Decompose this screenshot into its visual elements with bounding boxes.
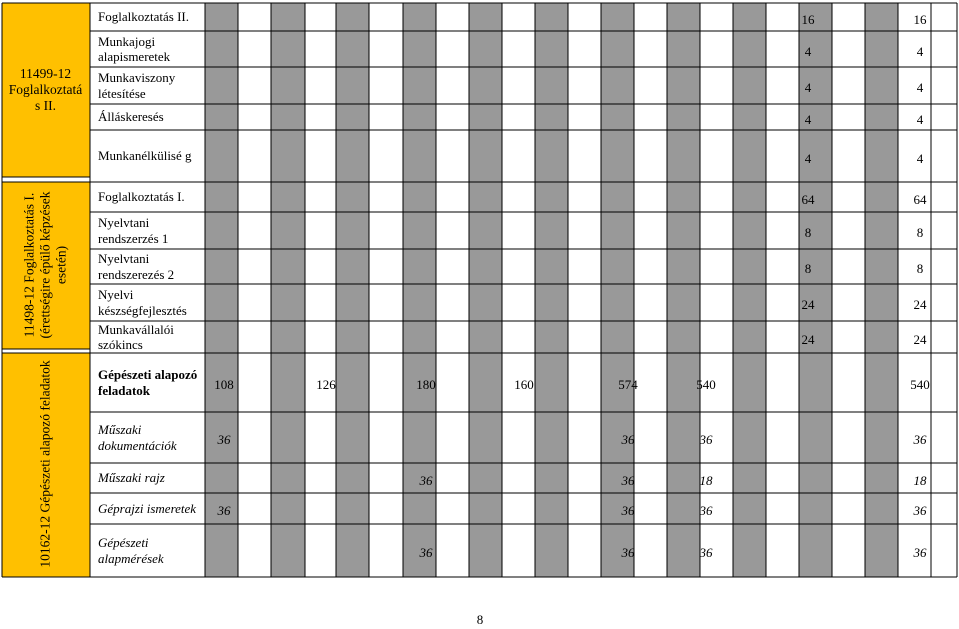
cell-value: 4 — [916, 43, 924, 59]
module-11498-label — [2, 182, 89, 347]
cell-value: 36 — [913, 503, 927, 518]
cell-value: 8 — [804, 261, 812, 276]
cell-value: 16 — [801, 11, 815, 27]
row-label: Munkavállalói szókincs — [98, 321, 174, 352]
row-label: Nyelvtani rendszerezés 2 — [98, 251, 175, 282]
cell-value: 4 — [916, 80, 924, 95]
cell-value: 8 — [804, 225, 812, 240]
cell-value: 160 — [514, 377, 534, 392]
cell-value: 36 — [621, 432, 635, 447]
cell-value: 8 — [916, 261, 924, 276]
cell-value: 8 — [916, 225, 924, 240]
cell-value: 36 — [217, 432, 231, 447]
cell-value: 18 — [913, 472, 927, 488]
cell-value: 36 — [217, 503, 231, 518]
cell-value: 4 — [916, 150, 924, 166]
cell-value: 18 — [699, 472, 713, 488]
cell-value: 36 — [913, 545, 927, 560]
row-label: Munkaviszony létesítése — [98, 70, 176, 101]
cell-value: 64 — [913, 191, 927, 207]
gray-column — [271, 3, 305, 577]
gray-column — [601, 3, 634, 577]
gray-column — [469, 3, 502, 577]
cell-value: 4 — [916, 111, 924, 127]
gray-column — [535, 3, 568, 577]
row-label: Álláskeresés — [98, 109, 164, 125]
cell-value: 36 — [621, 472, 635, 488]
gray-column — [733, 3, 766, 577]
cell-value: 574 — [618, 377, 638, 392]
cell-value: 36 — [699, 503, 713, 518]
row-label: Munkajogi alapismeretek — [98, 33, 171, 64]
cell-value: 4 — [804, 80, 812, 95]
row-label: Nyelvi készségfejlesztés — [98, 287, 187, 318]
cell-value: 36 — [621, 545, 635, 560]
row-label: Gépészeti alapozó feladatok — [98, 367, 198, 398]
cell-value: 24 — [913, 297, 927, 312]
row-label: Géprajzi ismeretek — [98, 500, 197, 516]
gray-column — [336, 3, 369, 577]
gray-column — [403, 3, 436, 577]
cell-value: 180 — [416, 377, 436, 392]
cell-value: 36 — [419, 472, 433, 488]
cell-value: 4 — [804, 150, 812, 166]
cell-value: 4 — [804, 43, 812, 59]
page-number: 8 — [476, 612, 484, 627]
row-label: Gépészeti alapmérések — [98, 535, 164, 566]
cell-value: 16 — [913, 11, 927, 27]
gray-column — [865, 3, 898, 577]
module-11498-line2: (érettségire épülő képzések — [37, 191, 53, 338]
row-label: Foglalkoztatás II. — [98, 9, 189, 25]
cell-value: 24 — [801, 331, 815, 347]
cell-value: 4 — [804, 111, 812, 127]
cell-value: 36 — [699, 432, 713, 447]
gray-column — [667, 3, 700, 577]
cell-value: 36 — [621, 503, 635, 518]
row-label: Nyelvtani rendszerzés 1 — [98, 215, 169, 246]
cell-value: 126 — [316, 377, 336, 392]
module-11498-line1: 11498-12 Foglalkoztatás I. — [21, 192, 37, 337]
row-label: Műszaki rajz — [98, 470, 165, 486]
row-label: Munkanélkülisé g — [98, 148, 192, 164]
row-label: Műszaki dokumentációk — [98, 422, 177, 453]
cell-value: 64 — [801, 191, 815, 207]
module-10162-label: 10162-12 Gépészeti alapozó feladatok — [37, 360, 53, 568]
module-11498-line3: esetén) — [53, 245, 69, 284]
row-label: Foglalkoztatás I. — [98, 189, 185, 205]
cell-value: 36 — [913, 432, 927, 447]
cell-value: 108 — [214, 377, 234, 392]
cell-value: 24 — [913, 331, 927, 347]
cell-value: 36 — [419, 545, 433, 560]
module-11499-label: 11499-12 Foglalkoztatá s II. — [8, 66, 83, 113]
cell-value: 540 — [696, 377, 716, 392]
cell-value: 540 — [910, 377, 930, 392]
cell-value: 36 — [699, 545, 713, 560]
cell-value: 24 — [801, 297, 815, 312]
